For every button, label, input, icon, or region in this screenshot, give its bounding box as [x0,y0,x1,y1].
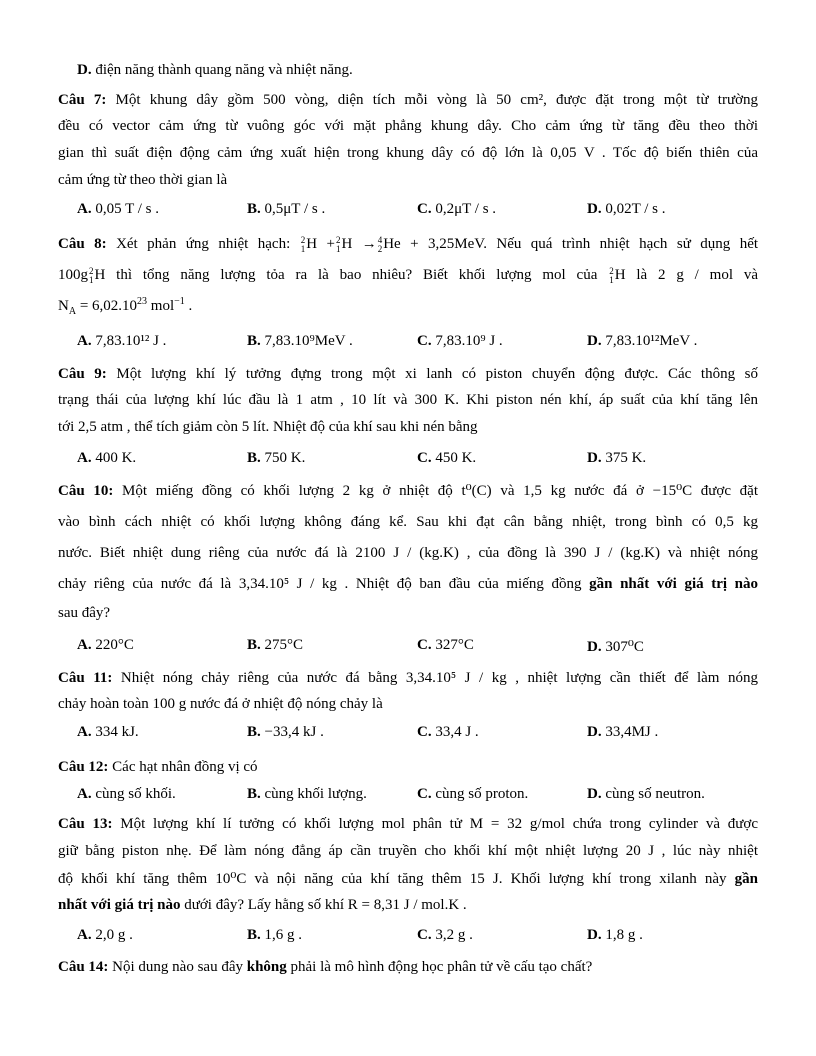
option-a[interactable]: A. 334 kJ. [77,724,139,740]
option-b[interactable]: B. −33,4 kJ . [247,724,324,740]
option-b[interactable]: B. 750 K. [247,450,306,466]
question-13-options [0,927,816,945]
question-7-line-2: đều có vector cảm ứng từ vuông góc với mặt phẳng khung dây. Cho cảm ứng từ tăng đều theo thời [58,118,758,134]
option-b[interactable]: B. 0,5μT / s . [247,201,326,217]
question-14-line-1: Câu 14: Nội dung nào sau đây không phải là mô hình động học phân tử về cấu tạo chất? [58,959,593,975]
question-10-line-4: chảy riêng của nước đá là 3,34.10⁵ J / kg . Nhiệt độ ban đầu của miếng đồng gần nhất với giá trị nào [58,576,759,592]
option-d[interactable]: D. cùng số neutron. [587,786,705,802]
option-d[interactable]: D. 307⁰C [587,639,644,655]
question-8-options [0,333,816,351]
question-9-line-2: trạng thái của lượng khí lúc đầu là 1 atm , 10 lít và 300 K. Khi piston nén khí, áp suất của khí tăng lên [58,392,758,408]
option-d[interactable]: D. 7,83.10¹²MeV . [587,333,698,349]
question-8-line-1: Câu 8: Xét phản ứng nhiệt hạch: 2 1H +2 1H →4 2He + 3,25MeV. Nếu quá trình nhiệt hạch sử dụng hết [58,234,759,254]
option-c[interactable]: C. 7,83.10⁹ J . [417,333,503,349]
question-10-line-1: Câu 10: Một miếng đồng có khối lượng 2 kg ở nhiệt độ t⁰(C) và 1,5 kg nước đá ở −15⁰C được đặt [58,483,759,499]
question-13-line-4: nhất với giá trị nào dưới đây? Lấy hằng số khí R = 8,31 J / mol.K . [58,897,467,913]
option-b[interactable]: B. 275°C [247,637,304,653]
nuclide-index: 2 1 [335,234,341,254]
nuclide-index: 2 1 [609,265,614,285]
option-a[interactable]: A. 0,05 T / s . [77,201,159,217]
nuclide-index: 2 1 [89,265,94,285]
option-d[interactable]: D. 375 K. [587,450,647,466]
question-11-line-2: chảy hoàn toàn 100 g nước đá ở nhiệt độ nóng chảy là [58,696,383,712]
option-c[interactable]: C. 327°C [417,637,474,653]
question-7-line-3: gian thì suất điện động cảm ứng xuất hiện trong khung dây có độ lớn là 0,05 V . Tốc độ biến thiên của [58,145,758,161]
option-d[interactable]: D. 1,8 g . [587,927,643,943]
question-8-line-3: $N_A = 6,02.10^{23}$ mol$^{-1}$ . [58,296,193,317]
option-a[interactable]: A. 2,0 g . [77,927,133,943]
prev-option-d: D. điện năng thành quang năng và nhiệt năng. [77,62,353,78]
option-c[interactable]: C. 33,4 J . [417,724,479,740]
question-12-line-1: Câu 12: Các hạt nhân đồng vị có [58,759,258,775]
question-13-line-1: Câu 13: Một lượng khí lí tưởng có khối lượng mol phân tử M = 32 g/mol chứa trong cylinder và được [58,816,759,832]
question-9-line-3: tới 2,5 atm , thể tích giảm còn 5 lít. Nhiệt độ của khí sau khi nén bằng [58,419,478,435]
option-c[interactable]: C. 0,2μT / s . [417,201,497,217]
option-c[interactable]: C. cùng số proton. [417,786,529,802]
option-b[interactable]: B. 1,6 g . [247,927,303,943]
option-c[interactable]: C. 450 K. [417,450,477,466]
question-8-line-2: 100g2 1H thì tổng năng lượng tỏa ra là bao nhiêu? Biết khối lượng mol của 2 1H là 2 g / mol và [58,265,759,285]
nuclide-index: 4 2 [377,234,383,254]
option-a[interactable]: A. cùng số khối. [77,786,176,802]
question-10-options [0,637,816,655]
option-a[interactable]: A. 7,83.10¹² J . [77,333,167,349]
question-7-line-1: Câu 7: Một khung dây gồm 500 vòng, diện tích mỗi vòng là 50 cm², được đặt trong một từ trường [58,92,759,108]
question-10-line-5: sau đây? [58,605,111,621]
option-d[interactable]: D. 0,02T / s . [587,201,666,217]
question-13-line-3: độ khối khí tăng thêm 10⁰C và nội năng của khí tăng thêm 15 J. Khối lượng khí trong xilanh này gần [58,871,758,887]
option-a[interactable]: A. 400 K. [77,450,137,466]
option-b[interactable]: B. cùng khối lượng. [247,786,367,802]
nuclide-index: 2 1 [300,234,306,254]
question-10-line-3: nước. Biết nhiệt dung riêng của nước đá là 2100 J / (kg.K) , của đồng là 390 J / (kg.K) và nhiệt nóng [58,545,758,561]
question-13-line-2: giữ bằng piston nhẹ. Để làm nóng đẳng áp cần truyền cho khối khí một nhiệt lượng 20 J , lúc này nhiệt [58,843,758,859]
option-d[interactable]: D. 33,4MJ . [587,724,659,740]
question-11-line-1: Câu 11: Nhiệt nóng chảy riêng của nước đá bằng 3,34.10⁵ J / kg , nhiệt lượng cần thiết để làm nóng [58,670,759,686]
question-9-options [0,450,816,468]
option-c[interactable]: C. 3,2 g . [417,927,473,943]
question-12-options [0,786,816,804]
option-a[interactable]: A. 220°C [77,637,134,653]
question-7-options [0,201,816,219]
question-10-line-2: vào bình cách nhiệt có khối lượng không đáng kể. Sau khi đạt cân bằng nhiệt, trong bình có 0,5 kg [58,514,758,530]
question-7-line-4: cảm ứng từ theo thời gian là [58,172,228,188]
question-11-options [0,724,816,742]
question-9-line-1: Câu 9: Một lượng khí lý tưởng đựng trong một xi lanh có piston chuyển động được. Các thông số [58,366,759,382]
option-b[interactable]: B. 7,83.10⁹MeV . [247,333,353,349]
